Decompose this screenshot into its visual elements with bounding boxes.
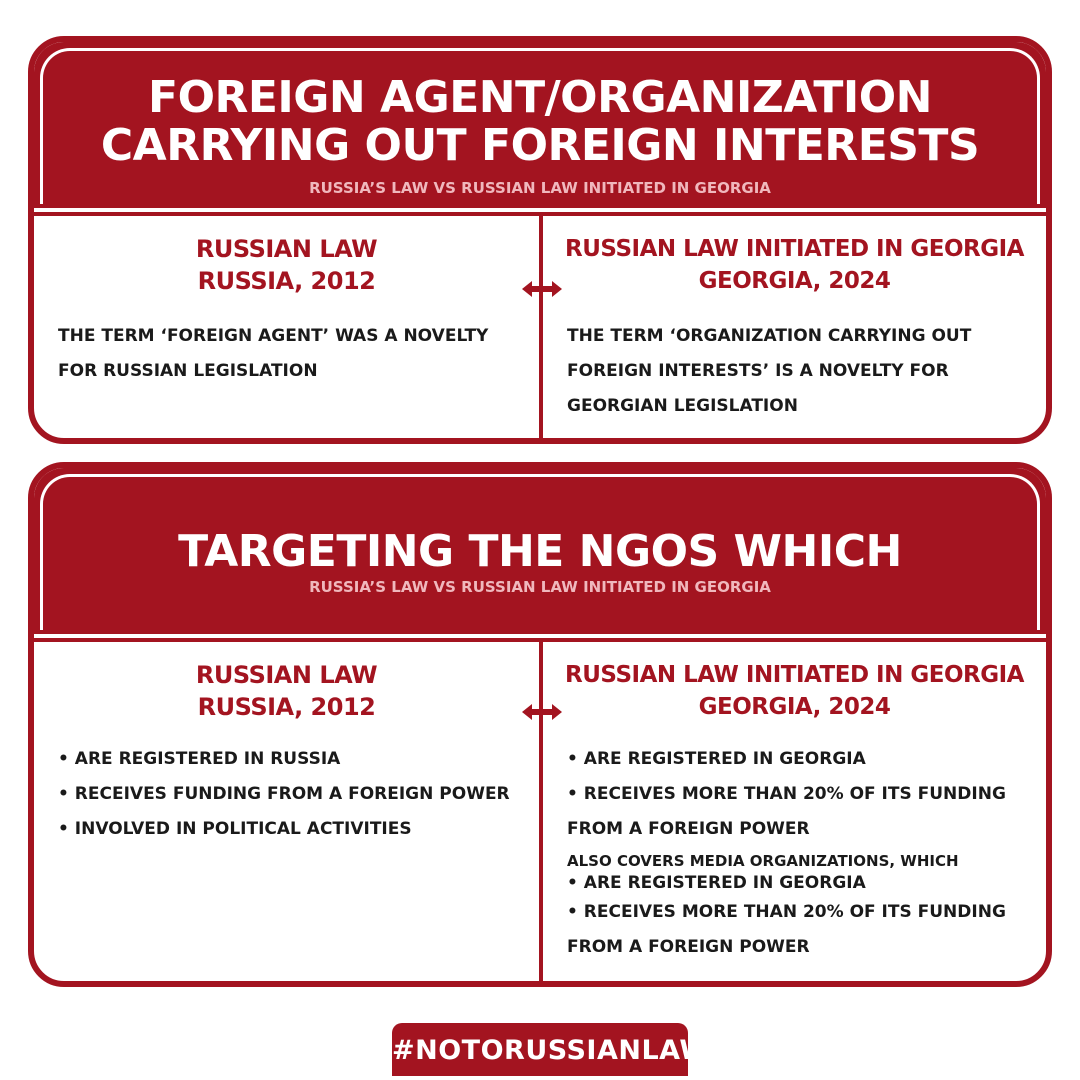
double-arrow-icon: [522, 279, 562, 299]
column-heading-line-1: RUSSIAN LAW: [195, 661, 378, 689]
column-text: THE TERM ‘FOREIGN AGENT’ WAS A NOVELTY FOR RUSSIAN LEGISLATION: [58, 326, 489, 381]
column-heading-line-1: RUSSIAN LAW INITIATED IN GEORGIA: [565, 662, 1024, 688]
panel-title: TARGETING THE NGOS WHICH: [178, 526, 902, 577]
panel-header: [34, 468, 1046, 638]
targeting-ngos-panel: [28, 462, 1052, 987]
column-heading-line-2: GEORGIA, 2024: [698, 694, 891, 720]
column-list: [567, 742, 1028, 965]
double-arrow-icon: [522, 702, 562, 722]
column-heading-line-1: RUSSIAN LAW: [195, 235, 378, 263]
title-line-2: CARRYING OUT FOREIGN INTERESTS: [100, 120, 980, 171]
panel-subtitle: RUSSIA’S LAW VS RUSSIAN LAW INITIATED IN GEORGIA: [309, 179, 771, 197]
column-heading-line-2: RUSSIA, 2012: [197, 693, 376, 721]
georgia-law-column: [543, 643, 1046, 981]
column-list: [58, 742, 521, 847]
panel-title: [34, 74, 1046, 170]
column-heading: [34, 659, 539, 723]
panel-header: [34, 42, 1046, 212]
column-heading-line-2: RUSSIA, 2012: [197, 267, 376, 295]
media-note: ALSO COVERS MEDIA ORGANIZATIONS, WHICH: [567, 852, 959, 870]
column-heading: [543, 233, 1046, 297]
hashtag-banner: #NOTORUSSIANLAW: [392, 1023, 688, 1076]
column-heading: [543, 659, 1046, 723]
title-line-1: FOREIGN AGENT/ORGANIZATION: [148, 72, 932, 123]
list-item: • INVOLVED IN POLITICAL ACTIVITIES: [58, 812, 521, 847]
column-heading-line-2: GEORGIA, 2024: [698, 268, 891, 294]
list-item: • ARE REGISTERED IN GEORGIA: [567, 742, 1028, 777]
russian-law-column: [34, 643, 539, 981]
panel-subtitle: RUSSIA’S LAW VS RUSSIAN LAW INITIATED IN GEORGIA: [309, 578, 771, 596]
georgia-law-column: [543, 217, 1046, 438]
list-item: • RECEIVES FUNDING FROM A FOREIGN POWER: [58, 777, 521, 812]
column-heading-line-1: RUSSIAN LAW INITIATED IN GEORGIA: [565, 236, 1024, 262]
column-heading: [34, 233, 539, 297]
list-item: • RECEIVES MORE THAN 20% OF ITS FUNDING FROM A FOREIGN POWER: [567, 895, 1028, 965]
column-text: THE TERM ‘ORGANIZATION CARRYING OUT FOREIGN INTERESTS’ IS A NOVELTY FOR GEORGIAN LEGISLATION: [567, 326, 972, 416]
foreign-agent-panel: [28, 36, 1052, 444]
list-item: • RECEIVES MORE THAN 20% OF ITS FUNDING FROM A FOREIGN POWER: [567, 777, 1028, 847]
list-item: • ARE REGISTERED IN RUSSIA: [58, 742, 521, 777]
list-item: • ARE REGISTERED IN GEORGIA: [567, 871, 1028, 895]
russian-law-column: [34, 217, 539, 438]
